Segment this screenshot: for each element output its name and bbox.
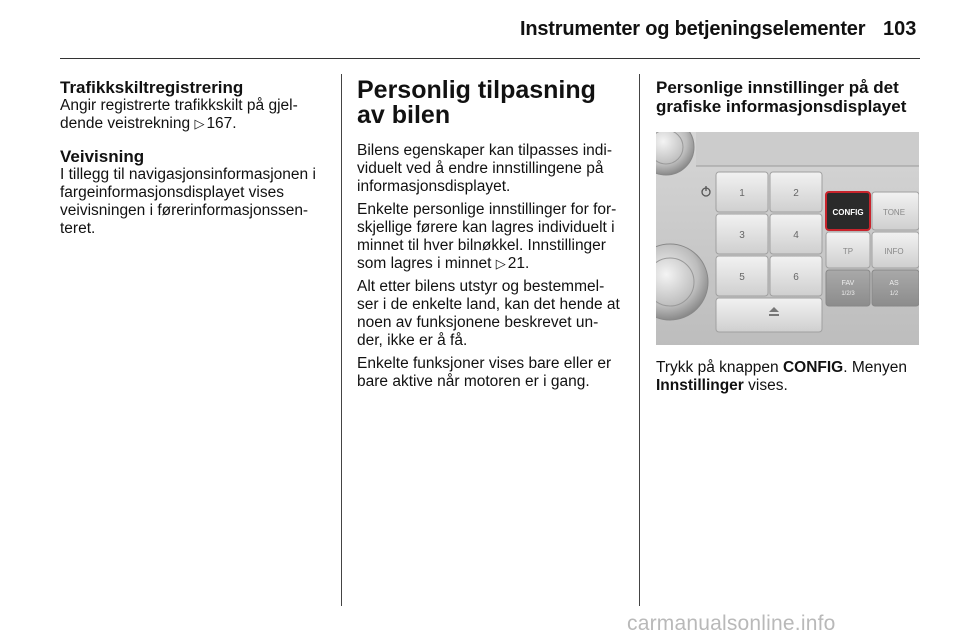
eject-button[interactable] [716, 298, 822, 332]
svg-text:CONFIG: CONFIG [832, 208, 864, 217]
svg-text:TP: TP [842, 247, 854, 256]
page-number: 103 [883, 18, 917, 40]
page-ref[interactable]: 167. [206, 115, 237, 132]
preset-button-5[interactable] [716, 256, 768, 296]
paragraph-2-text: Enkelte personlige innstillinger for for-skjellige førere kan lagres individuelt i minnet til hver bilnøkkel. Innstillinger som lagres i minnet [357, 201, 617, 272]
caption-innstillinger-label: Innstillinger [656, 377, 744, 394]
svg-text:2: 2 [793, 188, 799, 199]
preset-button-6[interactable] [770, 256, 822, 296]
heading-personlige-innstillinger: Personlige innstillinger på det grafiske informasjonsdisplayet [656, 78, 907, 116]
photo-caption [656, 359, 921, 395]
page-ref[interactable]: 21. [507, 255, 530, 272]
column-2 [357, 78, 623, 391]
tone-button[interactable] [872, 192, 919, 230]
page-ref-arrow-icon: ▷ [495, 256, 506, 271]
paragraph-trafikkskilt [60, 97, 325, 133]
config-button[interactable] [826, 192, 870, 230]
column-divider-1 [341, 74, 342, 606]
svg-text:4: 4 [793, 230, 799, 241]
svg-text:INFO: INFO [884, 247, 904, 256]
heading-personlig-tilpasning: Personlig tilpasning av bilen [357, 76, 596, 129]
header-title: Instrumenter og betjeningselementer [520, 18, 866, 40]
info-button[interactable] [872, 232, 919, 268]
radio-panel-photo [656, 132, 919, 345]
paragraph-4: Enkelte funksjoner vises bare eller er bare aktive når motoren er i gang. [357, 355, 612, 390]
svg-text:1: 1 [739, 188, 745, 199]
column-1 [60, 78, 325, 238]
caption-text-3: vises. [748, 377, 788, 394]
caption-text-2: . Menyen [843, 359, 907, 376]
preset-button-4[interactable] [770, 214, 822, 254]
svg-text:6: 6 [793, 272, 799, 283]
fav-button[interactable] [826, 270, 870, 306]
column-divider-2 [639, 74, 640, 606]
preset-button-3[interactable] [716, 214, 768, 254]
svg-text:FAV: FAV [841, 280, 855, 287]
svg-text:1/2: 1/2 [889, 291, 899, 297]
caption-config-label: CONFIG [782, 359, 844, 376]
svg-text:AS: AS [889, 280, 899, 287]
heading-veivisning: Veivisning [60, 147, 145, 166]
column-3 [656, 78, 921, 395]
svg-text:TONE: TONE [882, 208, 906, 217]
preset-button-1[interactable] [716, 172, 768, 212]
tp-button[interactable] [826, 232, 870, 268]
paragraph-veivisning: I tillegg til navigasjonsinformasjonen i fargeinformasjonsdisplayet vises veivisningen i førerinformasjonssen-teret. [60, 166, 316, 237]
svg-text:5: 5 [739, 272, 745, 283]
header-rule [60, 58, 920, 59]
svg-text:3: 3 [739, 230, 745, 241]
caption-text-1: Trykk på knappen [656, 359, 779, 376]
heading-trafikkskiltregistrering: Trafikkskiltregistrering [60, 78, 244, 97]
preset-button-2[interactable] [770, 172, 822, 212]
svg-text:1/2/3: 1/2/3 [841, 291, 855, 297]
paragraph-3: Alt etter bilens utstyr og bestemmel-ser i de enkelte land, kan det hende at noen av funksjonene beskrevet un-der, ikke er å få. [357, 278, 620, 349]
as-button[interactable] [872, 270, 919, 306]
page-ref-arrow-icon: ▷ [194, 116, 205, 131]
paragraph-1: Bilens egenskaper kan tilpasses indi-viduelt ved å endre innstillingene på informasjonsdisplayet. [357, 142, 613, 195]
paragraph-2 [357, 201, 623, 273]
watermark: carmanualsonline.info [627, 612, 836, 635]
paragraph-trafikkskilt-text: Angir registrerte trafikkskilt på gjel-dende veistrekning [60, 97, 298, 132]
